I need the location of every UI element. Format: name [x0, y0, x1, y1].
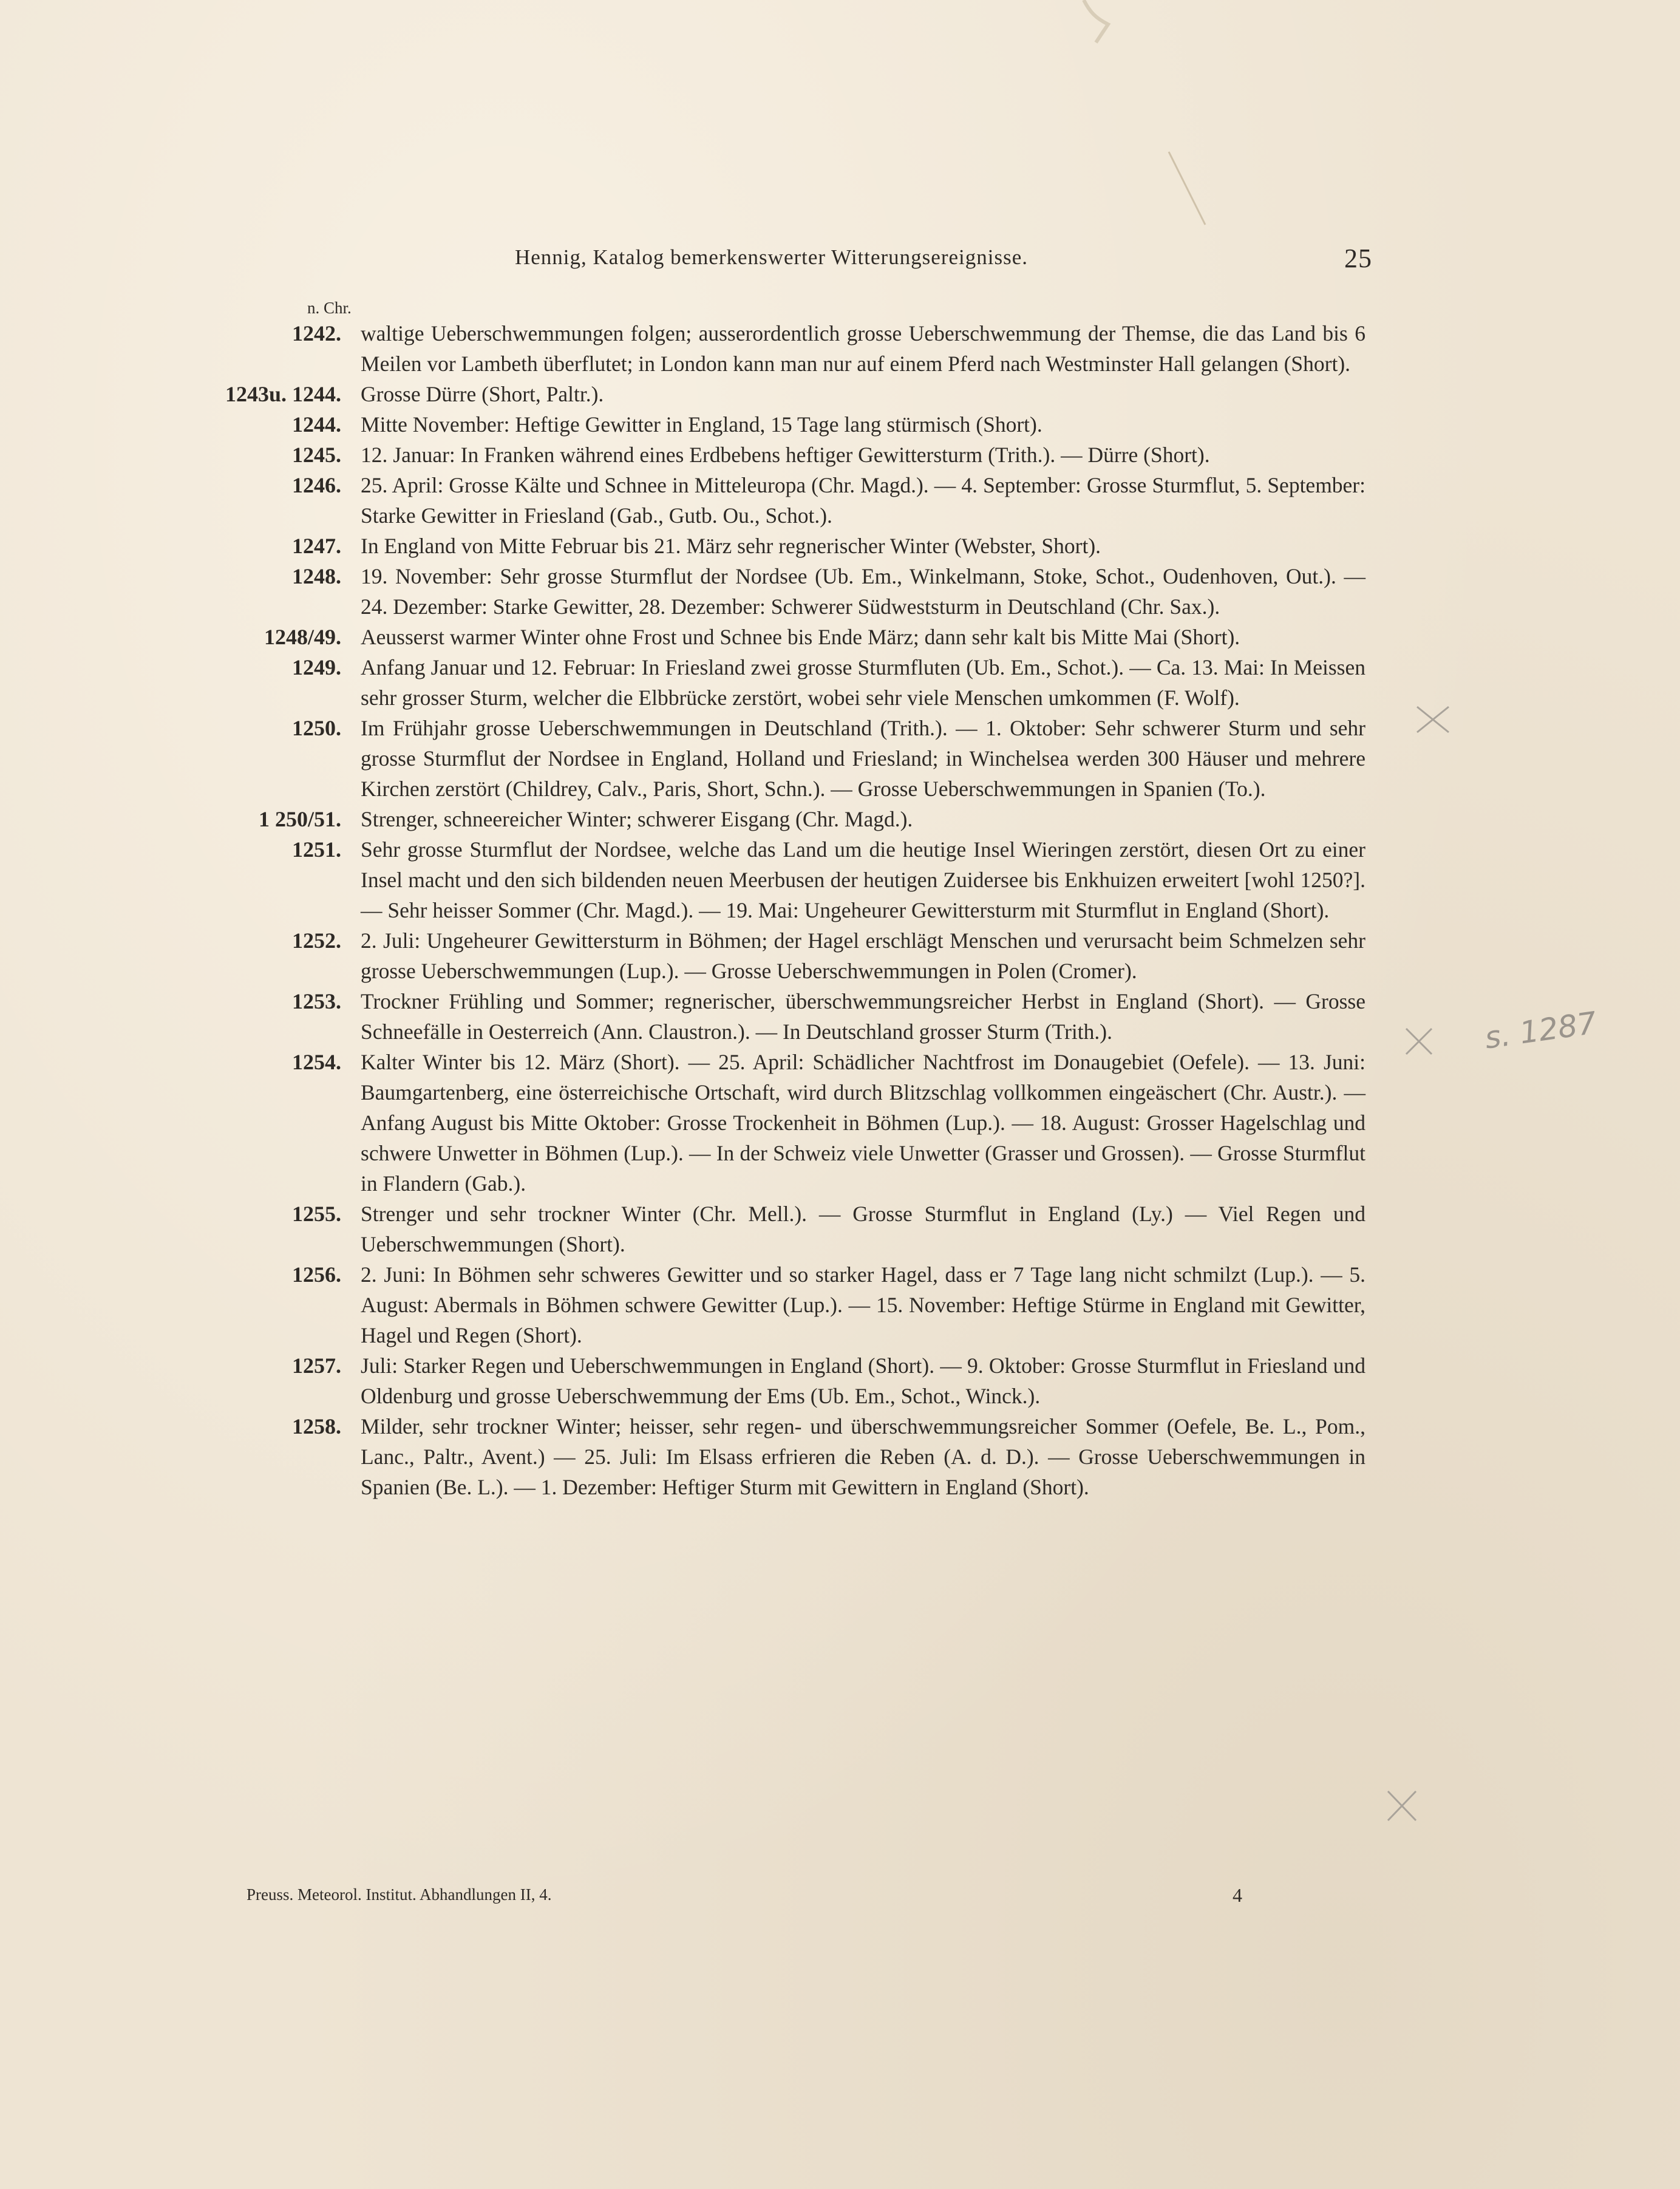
list-item	[0, 1350, 1680, 1411]
entry-year: 1252.	[292, 928, 341, 953]
pencil-margin-note: s. 1287	[1482, 1005, 1599, 1056]
entry-year: 1251.	[292, 837, 341, 862]
list-item	[0, 622, 1680, 652]
entry-text: Juli: Starker Regen und Ueberschwemmungen in England (Short). — 9. Oktober: Grosse Sturmflut in Friesland und Oldenburg und grosse Ueberschwemmung der Ems (Ub. Em., Schot., Winck.).	[361, 1353, 1365, 1408]
entry-year: 1244.	[292, 412, 341, 437]
entry-text: Grosse Dürre (Short, Paltr.).	[361, 382, 604, 406]
entry-year: 1 250/51.	[258, 807, 341, 831]
entry-year: 1247.	[292, 534, 341, 558]
entry-year: 1246.	[292, 473, 341, 497]
entry-year: 1248/49.	[264, 625, 341, 649]
entry-text: Mitte November: Heftige Gewitter in England, 15 Tage lang stürmisch (Short).	[361, 412, 1042, 437]
list-item	[0, 652, 1680, 713]
page-number: 25	[1344, 243, 1372, 273]
list-item	[0, 440, 1680, 470]
list-item	[0, 561, 1680, 622]
pencil-cross-mark	[1386, 1789, 1418, 1823]
list-item	[0, 409, 1680, 440]
list-item	[0, 834, 1680, 925]
entry-text: Sehr grosse Sturmflut der Nordsee, welche das Land um die heutige Insel Wieringen zerstört, diesen Ort zu einer Insel macht und den sich bildenden neuen Meerbusen der heutigen Zuidersee bis Enkhuizen erweitert [wohl 1250?]. — Sehr heisser Sommer (Chr. Magd.). — 19. Mai: Ungeheurer Gewittersturm mit Sturmflut in England (Short).	[361, 837, 1365, 922]
entry-text: waltige Ueberschwemmungen folgen; ausserordentlich grosse Ueberschwemmung der Themse, die das Land bis 6 Meilen vor Lambeth überflutet; in London kann man nur auf einem Pferd nach Westminster Hall gelangen (Short).	[361, 321, 1365, 376]
era-label: n. Chr.	[307, 299, 352, 317]
entry-text: 12. Januar: In Franken während eines Erdbebens heftiger Gewittersturm (Trith.). — Dürre (Short).	[361, 443, 1210, 467]
entry-text: Strenger und sehr trockner Winter (Chr. Mell.). — Grosse Sturmflut in England (Ly.) — Viel Regen und Ueberschwemmungen (Short).	[361, 1202, 1365, 1256]
entry-text: Kalter Winter bis 12. März (Short). — 25. April: Schädlicher Nachtfrost im Donaugebiet (Oefele). — 13. Juni: Baumgartenberg, eine österreichische Ortschaft, wird durch Blitzschlag vollkommen eingeäschert (Chr. Austr.). — Anfang August bis Mitte Oktober: Grosse Trockenheit in Böhmen (Lup.). — 18. August: Grosser Hagelschlag und schwere Unwetter in Böhmen (Lup.). — In der Schweiz viele Unwetter (Grasser und Grossen). — Grosse Sturmflut in Flandern (Gab.).	[361, 1050, 1365, 1196]
entry-year: 1243u. 1244.	[225, 382, 341, 406]
entry-year: 1255.	[292, 1202, 341, 1226]
entry-text: Anfang Januar und 12. Februar: In Friesland zwei grosse Sturmfluten (Ub. Em., Schot.). — Ca. 13. Mai: In Meissen sehr grosser Sturm, welcher die Elbbrücke zerstört, wobei sehr viele Menschen umkommen (F. Wolf).	[361, 655, 1365, 710]
list-item	[0, 804, 1680, 834]
entry-year: 1254.	[292, 1050, 341, 1074]
entry-year: 1258.	[292, 1414, 341, 1438]
list-item	[0, 470, 1680, 531]
entry-text: In England von Mitte Februar bis 21. März sehr regnerischer Winter (Webster, Short).	[361, 534, 1101, 558]
page-footer	[247, 1885, 1242, 1912]
paper-fold-mark	[1072, 0, 1229, 255]
entry-text: Strenger, schneereicher Winter; schwerer Eisgang (Chr. Magd.).	[361, 807, 913, 831]
list-item	[0, 379, 1680, 409]
entry-text: Im Frühjahr grosse Ueberschwemmungen in Deutschland (Trith.). — 1. Oktober: Sehr schwerer Sturm und sehr grosse Sturmflut der Nordsee in England, Holland und Friesland; in Winchelsea werden 300 Häuser und mehrere Kirchen zerstört (Childrey, Calv., Paris, Short, Schn.). — Grosse Ueberschwemmungen in Spanien (To.).	[361, 716, 1365, 801]
pencil-cross-mark	[1415, 704, 1451, 735]
entries-list	[0, 318, 1680, 1502]
entry-year: 1250.	[292, 716, 341, 740]
list-item	[0, 531, 1680, 561]
entry-year: 1257.	[292, 1353, 341, 1378]
list-item	[0, 1411, 1680, 1502]
entry-year: 1253.	[292, 989, 341, 1013]
entry-text: Aeusserst warmer Winter ohne Frost und Schnee bis Ende März; dann sehr kalt bis Mitte Mai (Short).	[361, 625, 1240, 649]
entry-text: Trockner Frühling und Sommer; regnerischer, überschwemmungsreicher Herbst in England (Short). — Grosse Schneefälle in Oesterreich (Ann. Claustron.). — In Deutschland grosser Sturm (Trith.).	[361, 989, 1365, 1044]
entry-text: Milder, sehr trockner Winter; heisser, sehr regen- und überschwemmungsreicher Sommer (Oefele, Be. L., Pom., Lanc., Paltr., Avent.) — 25. Juli: Im Elsass erfrieren die Reben (A. d. D.). — Grosse Ueberschwemmungen in Spanien (Be. L.). — 1. Dezember: Heftiger Sturm mit Gewittern in England (Short).	[361, 1414, 1365, 1499]
page-header	[515, 245, 1372, 282]
list-item	[0, 318, 1680, 379]
entry-year: 1245.	[292, 443, 341, 467]
running-title: Hennig, Katalog bemerkenswerter Witterungsereignisse.	[515, 245, 1028, 269]
entry-year: 1248.	[292, 564, 341, 588]
signature-number: 4	[1233, 1884, 1242, 1906]
entry-year: 1256.	[292, 1262, 341, 1287]
entry-year: 1249.	[292, 655, 341, 679]
list-item	[0, 925, 1680, 986]
entry-text: 19. November: Sehr grosse Sturmflut der Nordsee (Ub. Em., Winkelmann, Stoke, Schot., Oudenhoven, Out.). — 24. Dezember: Starke Gewitter, 28. Dezember: Schwerer Südweststurm in Deutschland (Chr. Sax.).	[361, 564, 1365, 619]
entry-text: 25. April: Grosse Kälte und Schnee in Mitteleuropa (Chr. Magd.). — 4. September: Grosse Sturmflut, 5. September: Starke Gewitter in Friesland (Gab., Gutb. Ou., Schot.).	[361, 473, 1365, 528]
entry-text: 2. Juli: Ungeheurer Gewittersturm in Böhmen; der Hagel erschlägt Menschen und verursacht beim Schmelzen sehr grosse Ueberschwemmungen (Lup.). — Grosse Ueberschwemmungen in Polen (Cromer).	[361, 928, 1365, 983]
footer-series: Preuss. Meteorol. Institut. Abhandlungen II, 4.	[247, 1885, 552, 1904]
entry-text: 2. Juni: In Böhmen sehr schweres Gewitter und so starker Hagel, dass er 7 Tage lang nicht schmilzt (Lup.). — 5. August: Abermals in Böhmen schwere Gewitter (Lup.). — 15. November: Heftige Stürme in England mit Gewitter, Hagel und Regen (Short).	[361, 1262, 1365, 1347]
list-item	[0, 1047, 1680, 1199]
pencil-cross-mark	[1404, 1026, 1434, 1057]
list-item	[0, 1259, 1680, 1350]
list-item	[0, 1199, 1680, 1259]
entry-year: 1242.	[292, 321, 341, 346]
